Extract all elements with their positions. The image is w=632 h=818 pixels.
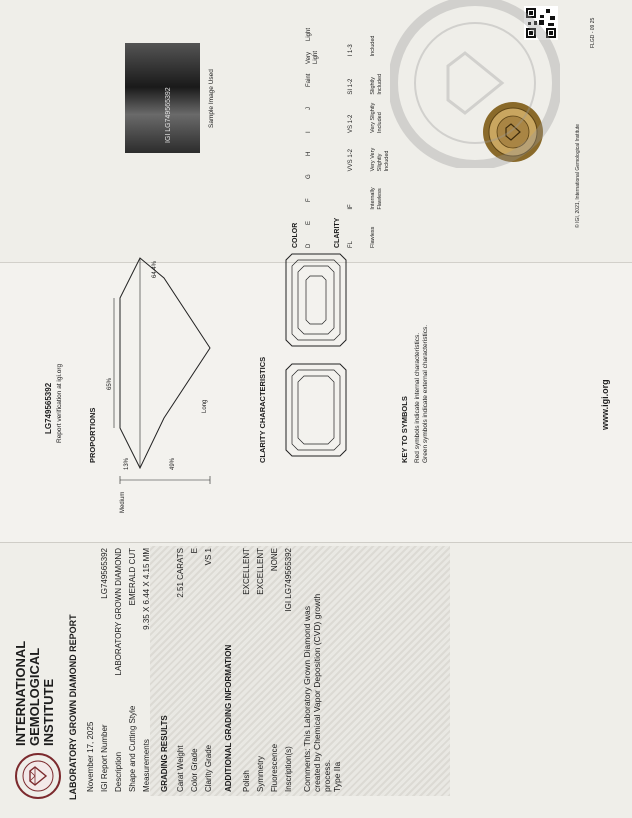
field-value: VS 1 — [204, 548, 213, 566]
scale-grade: E — [306, 220, 312, 225]
color-scale — [306, 18, 318, 248]
emerald-cut-bottom-icon — [284, 252, 348, 348]
field-label: IGI Report Number — [100, 724, 109, 792]
sample-diamond-photo — [125, 43, 200, 153]
scale-grade: FL — [348, 240, 354, 248]
field-value: IGI LG749565392 — [284, 548, 293, 612]
scale-grade: Very Very Slightly Included — [370, 147, 390, 172]
institute-name — [14, 641, 56, 746]
comment-line: created by Chemical Vapor Deposition (CVD) growth — [312, 593, 322, 792]
culet-label: Long — [202, 399, 208, 413]
institute-name-line: INSTITUTE — [41, 678, 56, 746]
copyright: © IGI, 2021, International Gemological Institute — [575, 123, 581, 228]
field-value: EXCELLENT — [256, 548, 265, 595]
scale-grade: Faint — [306, 73, 312, 87]
scale-grade: I 1-3 — [348, 44, 354, 57]
additional-grading-title: ADDITIONAL GRADING INFORMATION — [224, 644, 233, 792]
field-value: 9.35 X 6.44 X 4.15 MM — [142, 548, 151, 630]
color-title: COLOR — [292, 222, 299, 248]
field-value: LABORATORY GROWN DIAMOND — [114, 548, 123, 676]
report-date: November 17, 2025 — [86, 721, 95, 792]
field-label: Symmetry — [256, 756, 265, 792]
scale-grade: IF — [348, 204, 354, 210]
depth-percent: 64.4% — [152, 260, 158, 278]
proportions-diagram — [100, 248, 220, 488]
field-value: NONE — [270, 548, 279, 572]
photo-inscription: IGI LG749565392 — [165, 87, 172, 143]
clarity-scale — [348, 18, 360, 248]
key-line: Red symbols indicate internal characteristics. — [414, 332, 421, 463]
scale-grade: Very Slightly Included — [370, 102, 383, 133]
watermark-seal-icon — [390, 0, 560, 168]
field-label: Fluorescence — [270, 743, 279, 792]
girdle-label: Medium — [120, 491, 126, 513]
scale-grade: G — [306, 174, 312, 179]
scale-grade: Included — [370, 35, 376, 57]
scale-grade: Internally Flawless — [370, 187, 383, 210]
field-label: Clarity Grade — [204, 744, 213, 792]
website: www.igi.org — [600, 379, 610, 430]
report-type: LABORATORY GROWN DIAMOND REPORT — [68, 614, 78, 800]
additional-fields — [242, 548, 300, 792]
scale-grade: D — [306, 243, 312, 248]
scale-grade: I — [306, 131, 312, 133]
field-value: E — [190, 548, 199, 554]
grading-results-title: GRADING RESULTS — [160, 715, 169, 792]
key-lines — [414, 325, 430, 463]
verify-text: Report verification at igi.org — [56, 363, 63, 443]
field-value: 2.51 CARATS — [176, 548, 185, 598]
emerald-cut-top-icon — [284, 362, 348, 458]
pavilion-percent: 49% — [170, 457, 176, 470]
form-code: FLGD - 09 25 — [590, 17, 596, 48]
field-label: Carat Weight — [176, 745, 185, 792]
grading-fields — [176, 548, 220, 792]
middle-report-number: LG749565392 — [44, 382, 53, 434]
scale-grade: SI 1-2 — [348, 78, 354, 95]
clarity-title: CLARITY — [334, 217, 341, 248]
scale-grade: VVS 1-2 — [348, 148, 354, 172]
field-label: Color Grade — [190, 748, 199, 792]
report-fields — [100, 548, 156, 792]
institute-name-line: INTERNATIONAL — [13, 640, 28, 746]
sample-caption: Sample Image Used — [208, 69, 215, 128]
scale-grade: Flawless — [370, 226, 376, 248]
clarity-characteristics-title: CLARITY CHARACTERISTICS — [258, 356, 267, 463]
scale-grade: F — [306, 198, 312, 202]
field-label: Polish — [242, 770, 251, 792]
field-label: Inscription(s) — [284, 746, 293, 792]
key-line: Green symbols indicate external characteristics. — [422, 324, 429, 463]
institute-name-line: GEMOLOGICAL — [27, 647, 42, 746]
comment-line: process. — [322, 759, 332, 792]
crown-percent: 13% — [124, 457, 130, 470]
field-label: Measurements — [142, 739, 151, 792]
field-label: Shape and Cutting Style — [128, 705, 137, 792]
key-to-symbols-title: KEY TO SYMBOLS — [400, 396, 409, 463]
comment-line: Comments: This Laboratory Grown Diamond was — [302, 606, 312, 792]
scale-grade: Slightly Included — [370, 73, 383, 95]
scale-grade: Light — [306, 27, 312, 41]
field-value: EXCELLENT — [242, 548, 251, 595]
igi-logo-icon — [14, 752, 62, 800]
field-label: Description — [114, 751, 123, 792]
field-value: LG749565392 — [100, 548, 109, 599]
table-percent: 65% — [107, 377, 113, 390]
scale-grade: J — [306, 107, 312, 110]
proportions-title: PROPORTIONS — [88, 407, 97, 463]
scale-grade: VS 1-2 — [348, 114, 354, 133]
scale-grade: Very Light — [306, 50, 319, 64]
scale-grade: H — [306, 151, 312, 156]
field-value: EMERALD CUT — [128, 548, 137, 606]
comment-line: Type IIa — [332, 761, 342, 792]
comments — [302, 594, 342, 792]
